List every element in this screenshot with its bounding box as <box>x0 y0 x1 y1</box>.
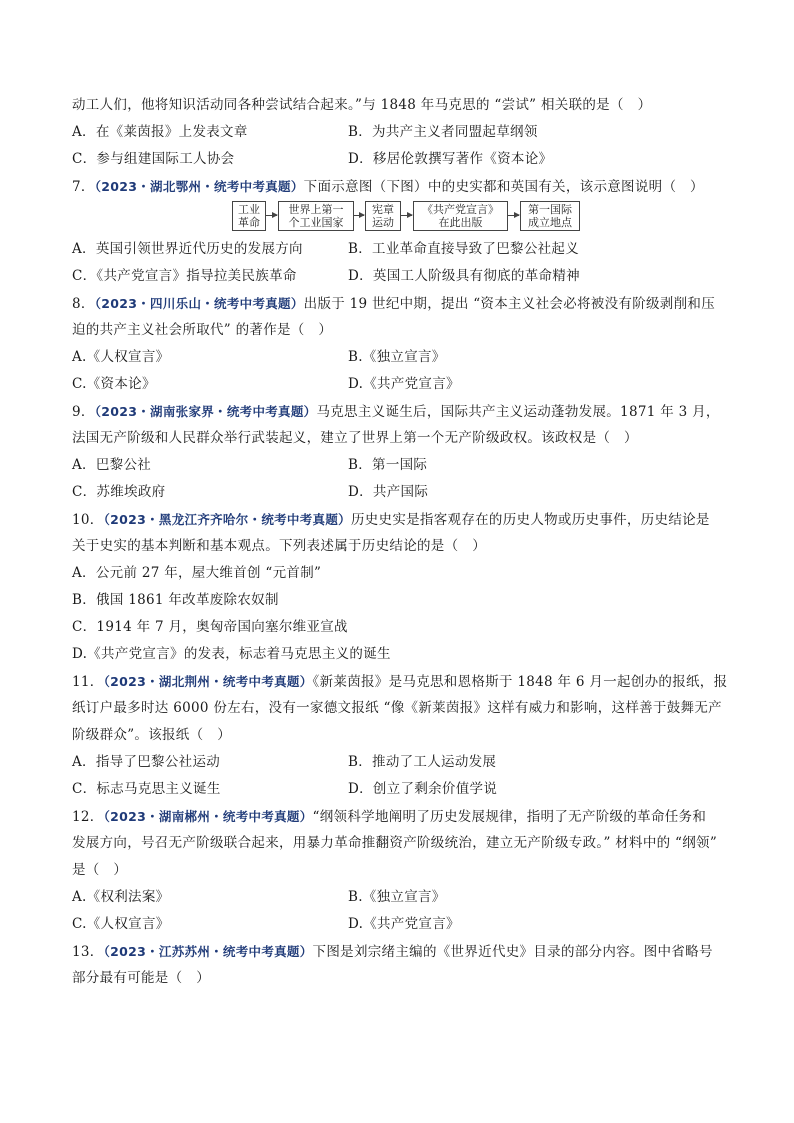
question-text: 下面示意图（下图）中的史实都和英国有关，该示意图说明（ ） <box>303 179 704 195</box>
question-text: 下图是刘宗绪主编的《世界近代史》目录的部分内容。图中省略号 <box>312 944 713 960</box>
question-9-stem <box>72 398 722 425</box>
question-number: 9． <box>72 404 95 420</box>
option-c: C.《资本论》 <box>72 376 156 392</box>
flow-arrow <box>266 215 277 216</box>
option-c: C．1914 年 7 月，奥匈帝国向塞尔维亚宣战 <box>72 619 348 635</box>
exam-page <box>72 92 728 992</box>
question-number: 8． <box>72 296 95 312</box>
question-11-stem <box>72 668 728 695</box>
question-source: （2023・江苏苏州・统考中考真题） <box>103 944 313 959</box>
flow-box-industrial-revolution: 工业 革命 <box>232 201 266 231</box>
question-source: （2023・湖南郴州・统考中考真题） <box>103 809 313 824</box>
question-12-stem <box>72 803 722 830</box>
question-text: “纲领科学地阐明了历史发展规律，指明了无产阶级的革命任务和 <box>312 809 707 825</box>
question-text: 历史史实是指客观存在的历史人物或历史事件，历史结论是 <box>350 512 710 528</box>
question-9-options-row-1 <box>72 452 722 479</box>
question-8-options-row-2 <box>72 371 722 398</box>
question-text: 马克思主义诞生后，国际共产主义运动蓬勃发展。1871 年 3 月， <box>316 404 720 420</box>
option-b: B．推动了工人运动发展 <box>348 754 497 770</box>
question-number: 10． <box>72 512 104 528</box>
question-source: （2023・湖北荆州・统考中考真题） <box>103 674 313 689</box>
question-13-stem <box>72 938 722 965</box>
question-number: 7． <box>72 179 95 195</box>
question-8-stem-cont: 迫的共产主义社会所取代” 的著作是（ ） <box>72 322 333 338</box>
option-b: B．俄国 1861 年改革废除农奴制 <box>72 592 279 608</box>
question-11-stem-cont: 纸订户最多时达 6000 份左右，没有一家德文报纸 “像《新莱茵报》这样有威力和影响，这样善于鼓舞无产 <box>72 700 722 716</box>
option-c: C．标志马克思主义诞生 <box>72 781 221 797</box>
question-7-options-row-1 <box>72 236 722 263</box>
option-d: D．创立了剩余价值学说 <box>348 781 498 797</box>
option-a: A．在《莱茵报》上发表文章 <box>72 124 248 140</box>
question-12-options-row-2 <box>72 911 722 938</box>
flow-arrow <box>508 215 519 216</box>
option-d: D.《共产党宣言》 <box>348 376 460 392</box>
option-c: C.《人权宣言》 <box>72 916 170 932</box>
option-a: A．英国引领世界近代历史的发展方向 <box>72 241 303 257</box>
question-9-stem-cont: 法国无产阶级和人民群众举行武装起义，建立了世界上第一个无产阶级政权。该政权是（ ） <box>72 430 638 446</box>
option-d: D．共产国际 <box>348 484 429 500</box>
option-a: A．公元前 27 年，屋大维首创 “元首制” <box>72 565 322 581</box>
flow-diagram <box>232 200 722 234</box>
question-source: （2023・湖南张家界・统考中考真题） <box>94 404 317 419</box>
option-b: B．工业革命直接导致了巴黎公社起义 <box>348 241 580 257</box>
option-a: A．指导了巴黎公社运动 <box>72 754 221 770</box>
flow-box-first-industrial-nation: 世界上第一 个工业国家 <box>278 201 354 231</box>
option-c: C．参与组建国际工人协会 <box>72 151 235 167</box>
question-11-stem-cont-2: 阶级群众”。该报纸（ ） <box>72 727 232 743</box>
option-a: A．巴黎公社 <box>72 457 152 473</box>
flow-box-chartist-movement: 宪章 运动 <box>365 201 401 231</box>
question-10-stem-cont: 关于史实的基本判断和基本观点。下列表述属于历史结论的是（ ） <box>72 538 486 554</box>
question-8-stem <box>72 290 722 317</box>
option-d: D．移居伦敦撰写著作《资本论》 <box>348 151 553 167</box>
question-text: 《新莱茵报》是马克思和恩格斯于 1848 年 6 月一起创办的报纸，报 <box>312 674 728 690</box>
option-d: D.《共产党宣言》的发表，标志着马克思主义的诞生 <box>72 646 391 662</box>
option-b: B．第一国际 <box>348 457 428 473</box>
flow-box-first-international: 第一国际 成立地点 <box>520 201 580 231</box>
question-9-options-row-2 <box>72 479 722 506</box>
question-6-options-row-2 <box>72 146 722 173</box>
question-7-stem <box>72 173 722 200</box>
option-a: A.《人权宣言》 <box>72 349 170 365</box>
option-d: D．英国工人阶级具有彻底的革命精神 <box>348 268 580 284</box>
question-source: （2023・黑龙江齐齐哈尔・统考中考真题） <box>103 512 351 527</box>
flow-arrow <box>354 215 364 216</box>
option-b: B.《独立宣言》 <box>348 349 446 365</box>
option-b: B．为共产主义者同盟起草纲领 <box>348 124 538 140</box>
question-10-stem <box>72 506 722 533</box>
option-c: C．苏维埃政府 <box>72 484 166 500</box>
question-11-options-row-1 <box>72 749 722 776</box>
option-a: A.《权利法案》 <box>72 889 170 905</box>
question-text: 出版于 19 世纪中期，提出 “资本主义社会必将被没有阶级剥削和压 <box>303 296 716 312</box>
question-13-stem-cont: 部分最有可能是（ ） <box>72 970 210 986</box>
question-6-options-row-1 <box>72 119 722 146</box>
question-6-stem-end: 动工人们，他将知识活动同各种尝试结合起来。”与 1848 年马克思的 “尝试” 相关联的是（ ） <box>72 97 652 113</box>
question-source: （2023・湖北鄂州・统考中考真题） <box>94 179 304 194</box>
question-12-stem-cont: 发展方向，号召无产阶级联合起来，用暴力革命推翻资产阶级统治，建立无产阶级专政。” 材料中的 “纲领” <box>72 835 718 851</box>
option-d: D.《共产党宣言》 <box>348 916 460 932</box>
question-number: 11． <box>72 674 104 690</box>
question-number: 13． <box>72 944 104 960</box>
question-source: （2023・四川乐山・统考中考真题） <box>94 296 304 311</box>
question-12-stem-cont-2: 是（ ） <box>72 862 128 878</box>
question-11-options-row-2 <box>72 776 722 803</box>
option-c: C．《共产党宣言》指导拉美民族革命 <box>72 268 297 284</box>
flow-box-communist-manifesto: 《共产党宣言》 在此出版 <box>413 201 508 231</box>
question-8-options-row-1 <box>72 344 722 371</box>
question-number: 12． <box>72 809 104 825</box>
option-b: B.《独立宣言》 <box>348 889 446 905</box>
flow-arrow <box>401 215 412 216</box>
question-7-options-row-2 <box>72 263 722 290</box>
question-12-options-row-1 <box>72 884 722 911</box>
